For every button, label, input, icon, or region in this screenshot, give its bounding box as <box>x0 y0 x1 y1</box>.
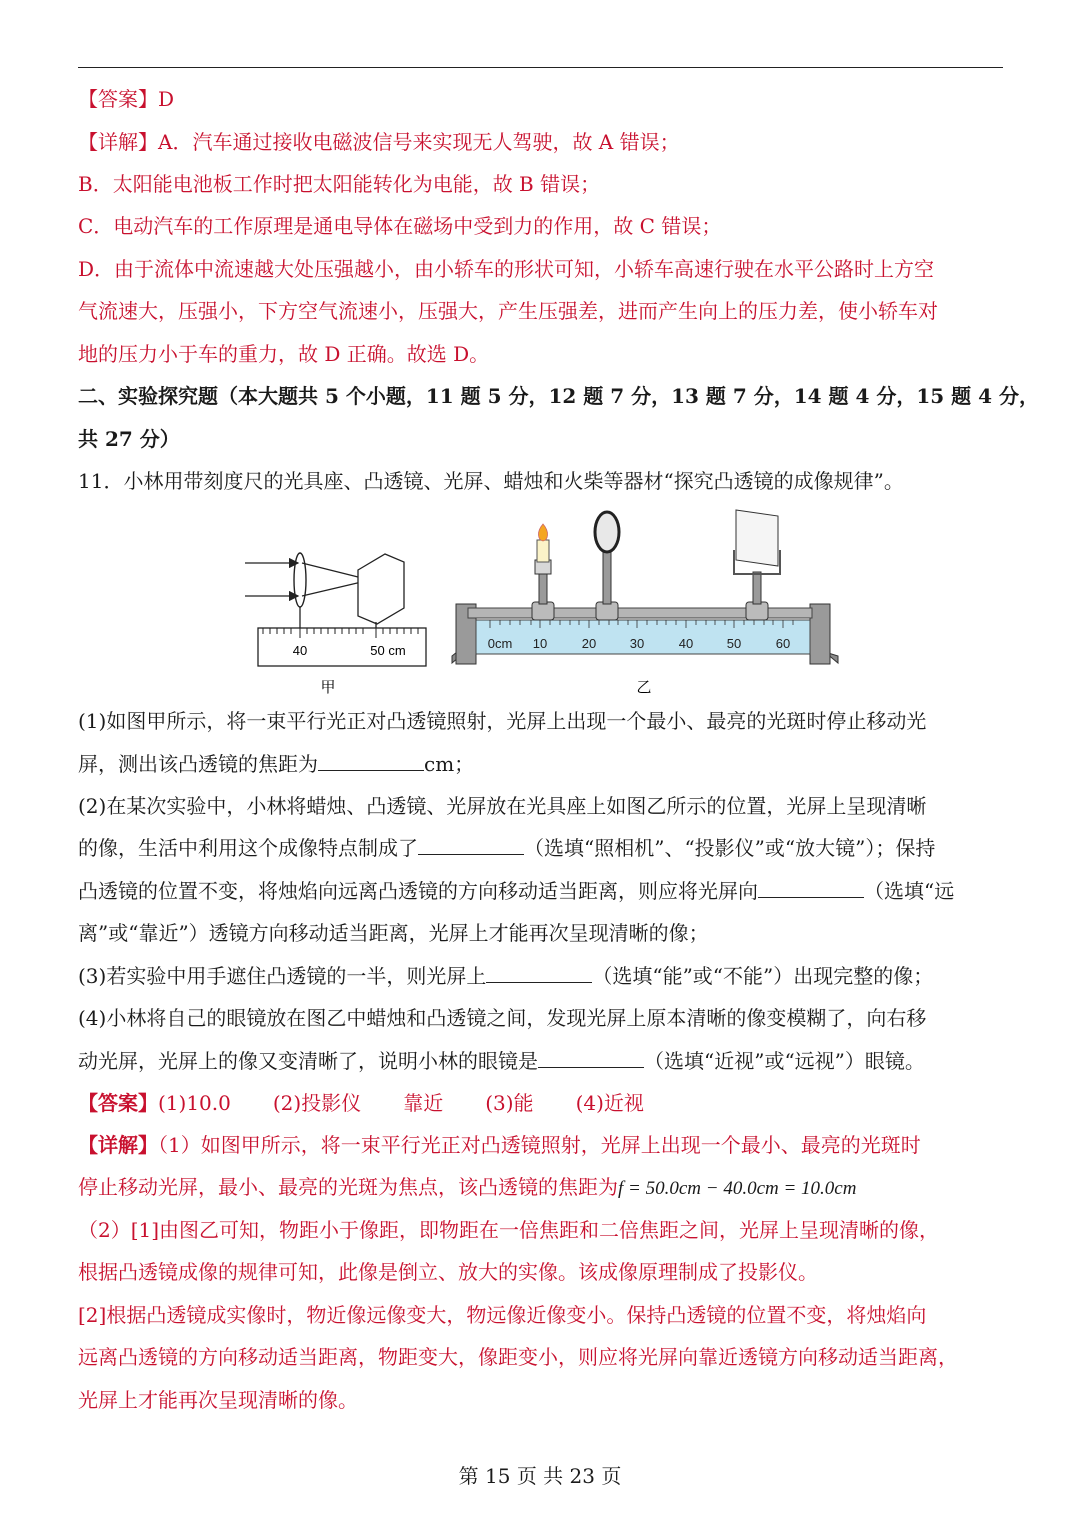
q11-part3-text: (3)若实验中用手遮住凸透镜的一半，则光屏上 <box>78 964 487 988</box>
detail-11-l2 <box>78 1172 1008 1204</box>
bench-tick-30: 30 <box>629 636 645 651</box>
detail-10-d3: 地的压力小于车的重力，故 D 正确。故选 D。 <box>78 342 490 366</box>
bench-tick-10: 10 <box>532 636 548 651</box>
detail-10-d2: 气流速大，压强小，下方空气流速小，压强大，产生压强差，进而产生向上的压力差，使小轿车对 <box>78 299 938 323</box>
answer-11 <box>78 1088 1008 1118</box>
q11-part1-line2 <box>78 749 1008 779</box>
detail-text: A．汽车通过接收电磁波信号来实现无人驾驶，故 A 错误； <box>158 130 680 154</box>
detail-text: （1）如图甲所示，将一束平行光正对凸透镜照射，光屏上出现一个最小、最亮的光斑时 <box>158 1133 921 1157</box>
bench-tick-60: 60 <box>775 636 791 651</box>
q11-part1-unit: cm； <box>424 752 475 776</box>
figure-jia <box>245 553 426 696</box>
answer-item-3: (3)能 <box>485 1091 534 1115</box>
q11-part4-text: 动光屏，光屏上的像又变清晰了，说明小林的眼镜是 <box>78 1049 538 1073</box>
header-rule <box>78 67 1003 68</box>
q11-part1-text: 屏，测出该凸透镜的焦距为 <box>78 752 318 776</box>
page-number: 第 15 页 共 23 页 <box>458 1464 622 1488</box>
lens-holder <box>595 512 619 620</box>
q11-part2-line3 <box>78 876 1008 906</box>
convex-lens <box>294 553 306 607</box>
light-screen-yi <box>736 510 778 566</box>
question-11-stem: 11．小林用带刻度尺的光具座、凸透镜、光屏、蜡烛和火柴等器材“探究凸透镜的成像规律”。 <box>78 469 904 493</box>
caption-yi: 乙 <box>636 678 652 696</box>
detail-11-l7: 光屏上才能再次呈现清晰的像。 <box>78 1388 358 1412</box>
detail-text: 停止移动光屏，最小、最亮的光斑为焦点，该凸透镜的焦距为 <box>78 1175 618 1199</box>
answer-item-2b: 靠近 <box>403 1091 444 1115</box>
q11-part3-options: （选填“能”或“不能”）出现完整的像； <box>592 964 934 988</box>
candle <box>532 524 554 620</box>
q11-part2-line4: 离”或“靠近”）透镜方向移动适当距离，光屏上才能再次呈现清晰的像； <box>78 921 709 945</box>
answer-blank-image[interactable] <box>486 964 592 983</box>
answer-blank-focal-length[interactable] <box>318 752 424 771</box>
figure-yi <box>452 510 838 696</box>
q11-part2-text: 的像，生活中利用这个成像特点制成了 <box>78 836 418 860</box>
detail-11-l6: 远离凸透镜的方向移动适当距离，物距变大，像距变小，则应将光屏向靠近透镜方向移动适当距离， <box>78 1345 958 1369</box>
screen-holder <box>734 510 780 620</box>
bench-tick-0: 0cm <box>487 636 513 651</box>
detail-10-b: B．太阳能电池板工作时把太阳能转化为电能，故 B 错误； <box>78 172 601 196</box>
answer-item-1: (1)10.0 <box>158 1091 231 1115</box>
q11-part4-options: （选填“近视”或“远视”）眼镜。 <box>644 1049 925 1073</box>
caption-jia: 甲 <box>320 678 336 696</box>
section-heading: 二、实验探究题（本大题共 5 个小题，11 题 5 分，12 题 7 分，13 题 7 分，14 题 4 分，15 题 4 分， <box>78 384 1040 408</box>
bench-tick-50: 50 <box>726 636 742 651</box>
lens-experiment-figure <box>230 508 850 700</box>
q11-part4-line1: (4)小林将自己的眼镜放在图乙中蜡烛和凸透镜之间，发现光屏上原本清晰的像变模糊了，向右移 <box>78 1006 927 1030</box>
ruler-tick-40: 40 <box>292 643 308 658</box>
answer-blank-device[interactable] <box>418 836 524 855</box>
section-heading-cont: 共 27 分） <box>78 427 180 451</box>
answer-tag: 【答案】 <box>78 87 158 111</box>
answer-blank-direction[interactable] <box>758 879 864 898</box>
detail-11-l5: [2]根据凸透镜成实像时，物近像远像变大，物远像近像变小。保持凸透镜的位置不变，将烛焰向 <box>78 1303 927 1327</box>
answer-item-2a: (2)投影仪 <box>272 1091 362 1115</box>
detail-tag: 【详解】 <box>78 1133 158 1157</box>
detail-10-d1: D．由于流体中流速越大处压强越小，由小轿车的形状可知，小轿车高速行驶在水平公路时上方空 <box>78 257 935 281</box>
bench-tick-40: 40 <box>678 636 694 651</box>
q11-part3 <box>78 961 1008 991</box>
q11-part4-line2 <box>78 1046 1008 1076</box>
detail-10-c: C．电动汽车的工作原理是通电导体在磁场中受到力的作用，故 C 错误； <box>78 214 722 238</box>
answer-value: D <box>158 87 175 111</box>
detail-10-a <box>78 127 1008 157</box>
q11-part2-text2: 凸透镜的位置不变，将烛焰向远离凸透镜的方向移动适当距离，则应将光屏向 <box>78 879 758 903</box>
ruler-tick-50: 50 cm <box>370 643 406 658</box>
q11-part2-options2: （选填“远 <box>864 879 955 903</box>
focal-length-formula: f = 50.0cm − 40.0cm = 10.0cm <box>618 1178 857 1199</box>
detail-tag: 【详解】 <box>78 130 158 154</box>
q11-part2-options: （选填“照相机”、“投影仪”或“放大镜”）；保持 <box>524 836 936 860</box>
q11-part2-line1: (2)在某次实验中，小林将蜡烛、凸透镜、光屏放在光具座上如图乙所示的位置，光屏上呈现清晰 <box>78 794 927 818</box>
answer-item-4: (4)近视 <box>575 1091 644 1115</box>
q11-part2-line2 <box>78 833 1008 863</box>
answer-10 <box>78 84 1008 114</box>
q11-part1-line1: (1)如图甲所示，将一束平行光正对凸透镜照射，光屏上出现一个最小、最亮的光斑时停止移动光 <box>78 709 927 733</box>
detail-11-l4: 根据凸透镜成像的规律可知，此像是倒立、放大的实像。该成像原理制成了投影仪。 <box>78 1260 818 1284</box>
detail-11-l3: （2）[1]由图乙可知，物距小于像距，即物距在一倍焦距和二倍焦距之间，光屏上呈现清晰的像， <box>78 1218 940 1242</box>
answer-blank-glasses[interactable] <box>538 1049 644 1068</box>
bench-tick-20: 20 <box>581 636 597 651</box>
detail-11-l1 <box>78 1130 1008 1160</box>
answer-tag: 【答案】 <box>78 1091 158 1115</box>
light-screen <box>358 554 404 624</box>
